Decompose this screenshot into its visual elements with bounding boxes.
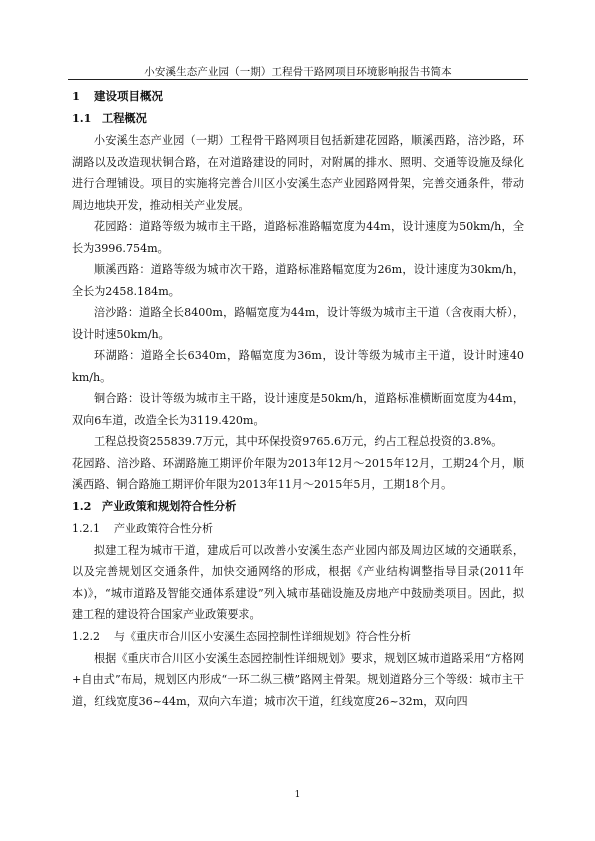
paragraph-schedule: 花园路、涪沙路、环湖路施工期评价年限为2013年12月～2015年12月，工期24个月，顺溪西路、铜合路施工期评价年限为2013年11月～2015年5月，工期18个月。 [72, 456, 524, 491]
paragraph-shunxi-west-road: 顺溪西路：道路等级为城市次干路，道路标准路幅宽度为26m，设计速度为30km/h，全长为2458.184m。 [72, 263, 524, 298]
section-title: 建设项目概况 [94, 89, 163, 103]
paragraph-huayuan-road: 花园路：道路等级为城市主干路，道路标准路幅宽度为44m，设计速度为50km/h，全长为3996.754m。 [72, 220, 524, 255]
page-content [72, 86, 524, 712]
section-heading-1-2-1 [72, 518, 524, 540]
section-heading-1 [72, 86, 524, 108]
section-number: 1.2.2 [72, 629, 100, 643]
section-title: 工程概况 [102, 111, 147, 125]
section-number: 1.1 [72, 111, 92, 125]
paragraph-fusha-road: 涪沙路：道路全长8400m，路幅宽度为44m，设计等级为城市主干道（含夜雨大桥），设计时速50km/h。 [72, 306, 524, 341]
section-title: 产业政策符合性分析 [114, 521, 213, 535]
paragraph-huanhu-road: 环湖路：道路全长6340m，路幅宽度为36m，设计等级为城市主干道，设计时速40 km/h。 [72, 349, 524, 384]
paragraph-tonghe-road: 铜合路：设计等级为城市主干路，设计速度是50km/h，道路标准横断面宽度为44m，双向6车道，改造全长为3119.420m。 [72, 392, 524, 427]
page-number: 1 [294, 790, 301, 800]
section-title: 与《重庆市合川区小安溪生态园控制性详细规划》符合性分析 [114, 629, 411, 643]
section-heading-1-2 [72, 496, 524, 518]
header-divider [68, 79, 528, 80]
paragraph-investment: 工程总投资255839.7万元，其中环保投资9765.6万元，约占工程总投资的3.8%。 [94, 435, 503, 448]
section-heading-1-2-2 [72, 626, 524, 648]
section-number: 1 [72, 89, 81, 103]
section-number: 1.2 [72, 498, 92, 513]
section-number: 1.2.1 [72, 521, 100, 535]
paragraph-overview: 小安溪生态产业园（一期）工程骨干路网项目包括新建花园路，顺溪西路，涪沙路，环湖路以及改造现状铜合路，在对道路建设的同时，对附属的排水、照明、交通等设施及绿化进行合理铺设。项目的实施将完善合川区小安溪生态产业园路网骨架，完善交通条件，带动周边地块开发，推动相关产业发展。 [72, 134, 524, 212]
section-heading-1-1 [72, 108, 524, 130]
section-title: 产业政策和规划符合性分析 [102, 498, 237, 513]
paragraph-industrial-policy: 拟建工程为城市干道，建成后可以改善小安溪生态产业园内部及周边区域的交通联系，以及完善规划区交通条件，加快交通网络的形成，根据《产业结构调整指导目录(2011年本)》，“城市道路及智能交通体系建设”列入城市基础设施及房地产中鼓励类项目。因此，拟建工程的建设符合国家产业政策要求。 [72, 543, 524, 621]
paragraph-planning-conformity: 根据《重庆市合川区小安溪生态园控制性详细规划》要求，规划区城市道路采用“方格网+自由式”布局，规划区内形成“一环二纵三横”路网主骨架。规划道路分三个等级：城市主干道，红线宽度36~44m，双向六车道；城市次干道，红线宽度26~32m，双向四 [72, 651, 524, 708]
running-header: 小安溪生态产业园（一期）工程骨干路网项目环境影响报告书简本 [144, 66, 452, 78]
